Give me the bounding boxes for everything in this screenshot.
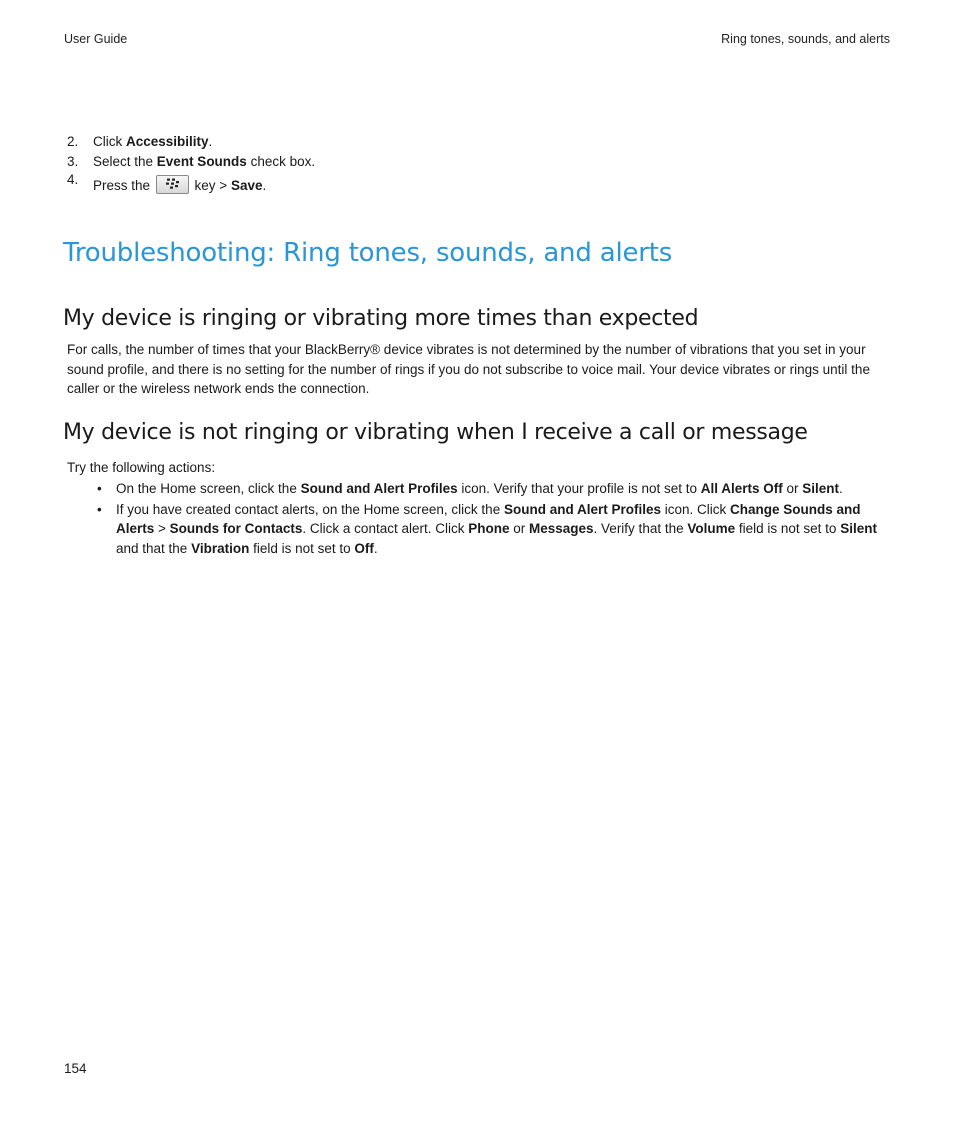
list-text: . — [373, 540, 378, 556]
step-number: 3. — [67, 154, 79, 169]
list-item — [67, 479, 895, 499]
list-text-bold: Sounds for Contacts — [169, 521, 303, 536]
step-number: 2. — [67, 134, 79, 149]
running-header-right: Ring tones, sounds, and alerts — [721, 32, 890, 46]
list-text-bold: Vibration — [191, 540, 250, 556]
list-text-bold: Off — [354, 540, 374, 556]
step-text-plain: check box. — [246, 154, 316, 169]
list-text-bold: Sound and Alert Profiles — [300, 481, 458, 496]
list-text: . — [839, 481, 843, 496]
list-text: If you have created contact alerts, on the Home screen, click the — [116, 501, 504, 517]
list-text-bold: Change Sounds and Alerts — [116, 501, 861, 536]
list-text: > — [154, 521, 170, 536]
topic-heading: My device is ringing or vibrating more times than expected — [63, 306, 699, 331]
step-number: 4. — [67, 172, 79, 187]
step-text-plain: Press the — [93, 178, 154, 193]
list-text-bold: Messages — [529, 521, 594, 536]
step-text-plain: Click — [93, 134, 126, 149]
list-item — [67, 500, 895, 559]
list-text-bold: Silent — [840, 521, 877, 536]
list-text: and that the — [116, 540, 192, 556]
page-number: 154 — [64, 1061, 87, 1076]
list-text: or — [509, 521, 529, 536]
step-text-plain: . — [208, 134, 213, 149]
step-text — [93, 175, 266, 195]
step-text-plain: . — [262, 178, 267, 193]
blackberry-menu-key-icon — [156, 175, 189, 194]
step-text-plain: key > — [190, 178, 231, 193]
step-item — [64, 133, 894, 153]
list-text: icon. Verify that your profile is not set to — [457, 481, 701, 496]
list-text: field is not set to — [249, 540, 355, 556]
bullet-icon: • — [97, 501, 102, 517]
bullet-icon: • — [97, 481, 102, 496]
running-header-left: User Guide — [64, 32, 128, 46]
action-list — [67, 479, 895, 559]
step-text-plain: Select the — [93, 154, 157, 169]
list-text-bold: Silent — [802, 481, 840, 496]
list-text: On the Home screen, click the — [116, 481, 301, 496]
step-text-bold: Save — [230, 178, 263, 193]
list-text-bold: All Alerts Off — [700, 481, 783, 496]
topic-intro: Try the following actions: — [67, 460, 216, 475]
list-text-bold: Sound and Alert Profiles — [503, 501, 661, 517]
topic-body: For calls, the number of times that your BlackBerry® device vibrates is not determined by the number of vibrations that you set in your sound profile, and there is no setting for the number of rings if you do not subscribe to voice mail. Your device vibrates or rings until the caller or the wireless network ends the connection. — [67, 342, 870, 396]
list-text: field is not set to — [735, 521, 841, 536]
step-item — [64, 173, 894, 197]
step-text — [93, 133, 212, 151]
step-text-bold: Event Sounds — [156, 154, 247, 169]
list-text: . Click a contact alert. Click — [302, 521, 469, 536]
list-text: icon. Click — [660, 501, 731, 517]
list-text-bold: Volume — [687, 521, 736, 536]
step-text-bold: Accessibility — [126, 134, 209, 149]
topic-heading: My device is not ringing or vibrating when I receive a call or message — [63, 420, 808, 445]
step-list — [64, 133, 894, 197]
step-text — [93, 153, 315, 171]
list-text: or — [782, 481, 803, 496]
list-text: . Verify that the — [593, 521, 688, 536]
list-text-bold: Phone — [468, 521, 510, 536]
step-item — [64, 153, 894, 173]
section-title: Troubleshooting: Ring tones, sounds, and alerts — [63, 238, 673, 268]
